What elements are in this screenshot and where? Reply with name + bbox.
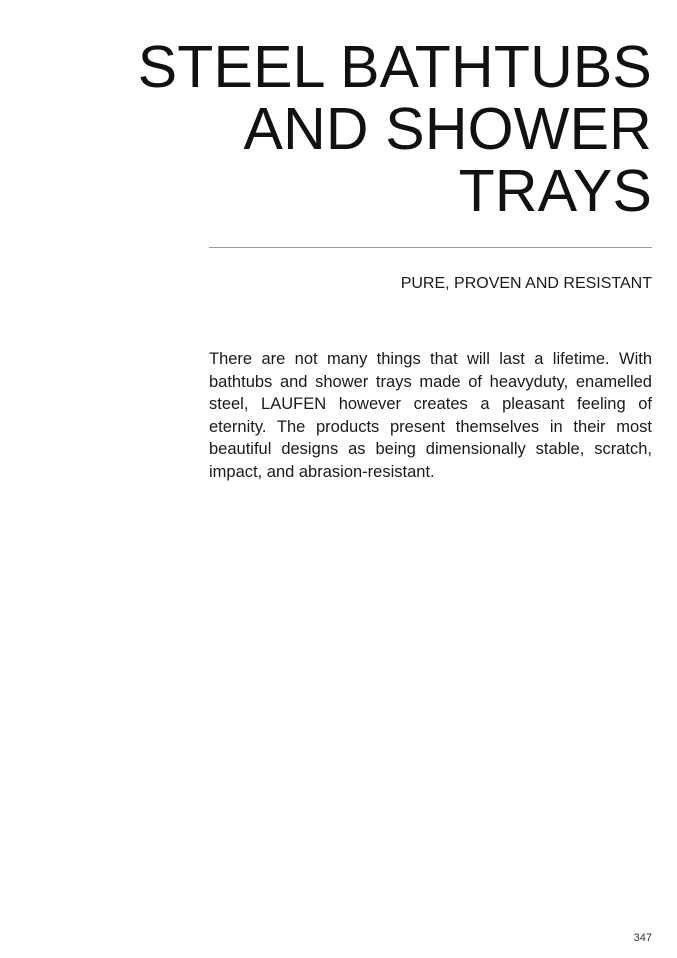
page-title <box>52 36 652 222</box>
divider <box>209 247 652 248</box>
title-line: AND SHOWER <box>243 96 652 162</box>
title-line: STEEL BATHTUBS <box>137 34 652 100</box>
title-line: TRAYS <box>458 158 652 224</box>
body-paragraph: There are not many things that will last a lifetime. With bathtubs and shower trays made of heavyduty, enamelled steel, LAUFEN however creates a pleasant feeling of eternity. The products present themselves in their most beautiful designs as being dimensionally stable, scratch, impact, and abrasion-resistant. <box>209 350 652 481</box>
subtitle: PURE, PROVEN AND RESISTANT <box>400 275 652 292</box>
page-number: 347 <box>633 932 652 944</box>
